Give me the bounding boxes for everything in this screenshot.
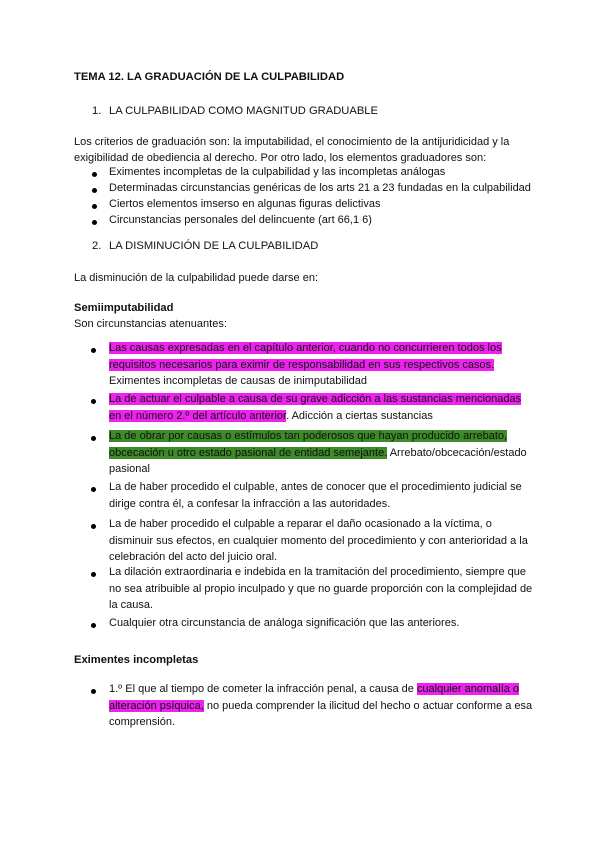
bullet-icon [91,487,96,492]
list-item-line: disminuir sus efectos, en cualquier momento del procedimiento y con anterioridad a la [109,534,528,547]
bullet-icon [91,623,96,628]
list-item [109,681,536,731]
list-item-line: no sea atribuible al propio inculpado y que no guarde proporción con la complejidad de [109,582,533,595]
list-item-line: Cualquier otra circunstancia de análoga significación que las anteriores. [109,617,460,629]
section-1-heading: LA CULPABILIDAD COMO MAGNITUD GRADUABLE [109,105,378,117]
list-item [109,340,536,390]
list-item-line: La de haber procedido el culpable a reparar el daño ocasionado a la víctima, o [109,518,492,530]
intro-paragraph [74,134,534,166]
bullet-icon [91,399,96,404]
list-item [109,391,536,424]
list-item [109,479,536,512]
highlighted-text: alteración psíquica, [109,699,204,712]
bullet-icon [91,572,96,577]
bullet-icon [92,220,97,225]
eximentes-heading: Eximentes incompletas [74,654,199,666]
intro-line: exigibilidad de obediencia al derecho. Por otro lado, los elementos graduadores son: [74,152,487,164]
list-item: Determinadas circunstancias genéricas de los arts 21 a 23 fundadas en la culpabilidad [109,182,531,194]
bullet-icon [91,436,96,441]
disminucion-text: La disminución de la culpabilidad puede darse en: [74,272,319,284]
list-item-line: pasional [109,463,150,476]
list-item-line: Eximentes incompletas de causas de inimputabilidad [109,375,368,388]
list-item [109,428,536,478]
document-title: TEMA 12. LA GRADUACIÓN DE LA CULPABILIDAD [74,71,345,83]
highlighted-text: obcecación u otro estado pasional de entidad semejante. [109,446,388,459]
semiimputabilidad-heading: Semiimputabilidad [74,302,174,314]
highlighted-text: La de obrar por causas o estímulos tan poderosos que hayan producido arrebato, [109,430,508,442]
bullet-icon [92,188,97,193]
highlighted-text: cualquier anomalía o [416,683,520,695]
bullet-icon [91,689,96,694]
list-item-text: 1.º El que al tiempo de cometer la infracción penal, a causa de [109,683,417,695]
highlighted-text: La de actuar el culpable a causa de su grave adicción a las sustancias mencionadas [109,393,522,405]
list-item [109,564,536,614]
section-2-heading: LA DISMINUCIÓN DE LA CULPABILIDAD [109,240,319,252]
list-item-text: no pueda comprender la ilicitud del hecho o actuar conforme a esa [203,699,533,712]
list-item-line: dirige contra él, a confesar la infracción a las autoridades. [109,497,391,510]
list-item-line: celebración del acto del juicio oral. [109,551,278,564]
intro-line: Los criterios de graduación son: la imputabilidad, el conocimiento de la antijuridicidad y la [74,136,510,148]
list-item-text: Arrebato/obcecación/estado [387,446,527,459]
list-item-line: la causa. [109,599,154,612]
list-item-line: La dilación extraordinaria e indebida en la tramitación del procedimiento, siempre que [109,566,527,578]
highlighted-text: requisitos necesarios para eximir de responsabilidad en sus respectivos casos. [109,358,495,371]
bullet-icon [91,348,96,353]
list-item: Circunstancias personales del delincuente (art 66,1 6) [109,214,372,226]
list-item-line: comprensión. [109,716,176,729]
bullet-icon [92,172,97,177]
list-item: Eximentes incompletas de la culpabilidad y las incompletas análogas [109,166,446,178]
highlighted-text: Las causas expresadas en el capítulo anterior, cuando no concurrieren todos los [109,342,502,354]
semiimputabilidad-subheading: Son circunstancias atenuantes: [74,318,227,330]
section-2-number: 2. [92,240,102,252]
list-item-text: . Adicción a ciertas sustancias [286,409,433,422]
list-item: Ciertos elementos imserso en algunas figuras delictivas [109,198,381,210]
bullet-icon [92,204,97,209]
bullet-icon [91,524,96,529]
highlighted-text: en el número 2.º del artículo anterior [109,409,287,422]
list-item [109,615,536,632]
list-item-line: La de haber procedido el culpable, antes de conocer que el procedimiento judicial se [109,481,522,493]
list-item [109,516,536,566]
section-1-number: 1. [92,105,102,117]
